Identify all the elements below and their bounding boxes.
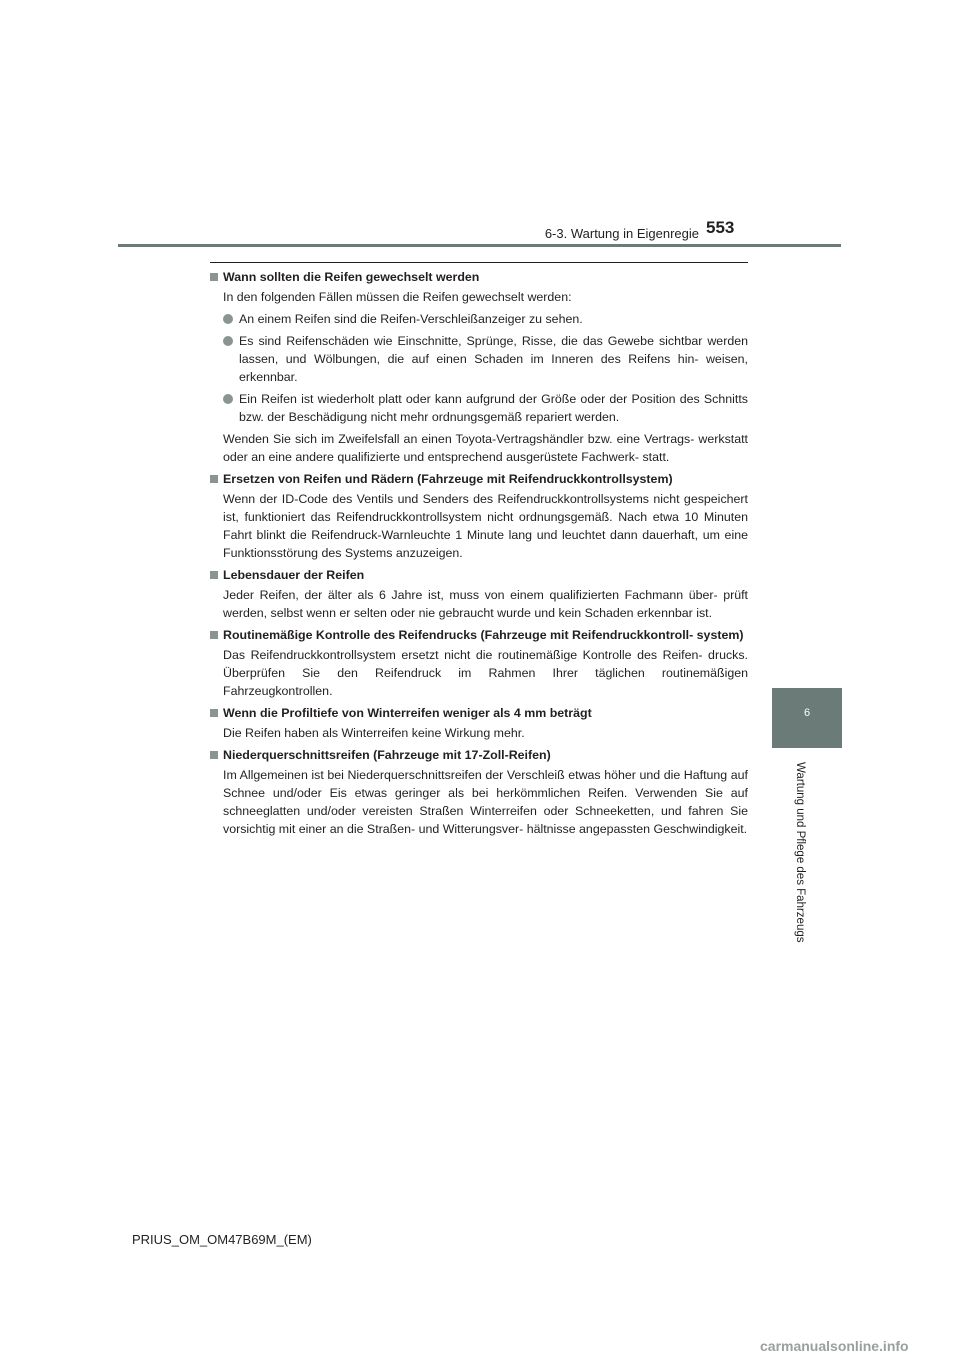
section-pressure-check [210, 626, 748, 700]
section-heading [210, 566, 748, 584]
square-bullet-icon [210, 751, 218, 759]
page-content [210, 268, 748, 842]
chapter-tab [772, 688, 842, 748]
content-top-rule [210, 262, 748, 263]
section-low-profile-tires [210, 746, 748, 838]
section-heading [210, 268, 748, 286]
page-number: 553 [706, 218, 735, 237]
heading-text: Routinemäßige Kontrolle des Reifendrucks (Fahrzeuge mit Reifendruckkontroll- system) [223, 628, 744, 642]
section-heading [210, 704, 748, 722]
list-item [210, 332, 748, 386]
square-bullet-icon [210, 631, 218, 639]
paragraph: Das Reifendruckkontrollsystem ersetzt nicht die routinemäßige Kontrolle des Reifen- drucks. Überprüfen Sie den Reifendruck im Rahmen Ihrer täglichen routinemäßigen Fahrzeugkontrollen. [223, 648, 748, 698]
section-heading [210, 746, 748, 764]
section-tire-wheel-replacement [210, 470, 748, 562]
paragraph: Die Reifen haben als Winterreifen keine Wirkung mehr. [223, 726, 525, 740]
list-item-text: Es sind Reifenschäden wie Einschnitte, Sprünge, Risse, die das Gewebe sichtbar werden lassen, und Wölbungen, die auf einen Schaden im Inneren des Reifens hin- weisen, erkennbar. [239, 334, 748, 384]
watermark: carmanualsonline.info [760, 1338, 909, 1354]
paragraph: Wenn der ID-Code des Ventils und Senders des Reifendruckkontrollsystems nicht gespeichert ist, funktioniert das Reifendruckkontrollsystem nicht ordnungsgemäß. Nach etwa 10 Minuten Fahrt blinkt die Reifendruck-Warnleuchte 1 Minute lang und leuchtet dann dauerhaft, um eine Funktionsstörung des Systems anzuzeigen. [223, 492, 748, 560]
paragraph: Jeder Reifen, der älter als 6 Jahre ist, muss von einem qualifizierten Fachmann über- prüft werden, selbst wenn er selten oder nie gebraucht wurde und kein Schaden erkennbar ist. [223, 588, 748, 620]
list-item-text: An einem Reifen sind die Reifen-Verschleißanzeiger zu sehen. [239, 312, 583, 326]
section-tire-lifetime [210, 566, 748, 622]
square-bullet-icon [210, 709, 218, 717]
heading-text: Niederquerschnittsreifen (Fahrzeuge mit 17-Zoll-Reifen) [223, 748, 551, 762]
circle-bullet-icon [223, 314, 233, 324]
paragraph: Wenden Sie sich im Zweifelsfall an einen Toyota-Vertragshändler bzw. eine Vertrags- werkstatt oder an eine andere qualifizierte und entsprechend ausgerüstete Fachwerk- statt. [223, 432, 748, 464]
paragraph: Im Allgemeinen ist bei Niederquerschnittsreifen der Verschleiß etwas höher und die Haftung auf Schnee und/oder Eis etwas geringer als bei herkömmlichen Reifen. Verwenden Sie auf schneeglatten und/oder vereisten Straßen Winterreifen oder Schneeketten, und fahren Sie vorsichtig mit einer an die Straßen- und Witterungsver- hältnisse angepassten Geschwindigkeit. [223, 768, 748, 836]
heading-text: Ersetzen von Reifen und Rädern (Fahrzeuge mit Reifendruckkontrollsystem) [223, 472, 673, 486]
square-bullet-icon [210, 571, 218, 579]
circle-bullet-icon [223, 394, 233, 404]
section-heading [210, 470, 748, 488]
chapter-title-vertical: Wartung und Pflege des Fahrzeugs [794, 762, 806, 943]
section-tire-replacement [210, 268, 748, 466]
square-bullet-icon [210, 273, 218, 281]
running-header-section: 6-3. Wartung in Eigenregie [544, 226, 699, 241]
heading-text: Wann sollten die Reifen gewechselt werden [223, 270, 480, 284]
heading-text: Lebensdauer der Reifen [223, 568, 365, 582]
paragraph: In den folgenden Fällen müssen die Reifen gewechselt werden: [223, 290, 572, 304]
circle-bullet-icon [223, 336, 233, 346]
section-winter-tread [210, 704, 748, 742]
square-bullet-icon [210, 475, 218, 483]
section-heading [210, 626, 748, 644]
heading-text: Wenn die Profiltiefe von Winterreifen weniger als 4 mm beträgt [223, 706, 592, 720]
header-rule [118, 244, 841, 247]
list-item [210, 310, 748, 328]
chapter-number: 6 [803, 707, 811, 719]
list-item [210, 390, 748, 426]
list-item-text: Ein Reifen ist wiederholt platt oder kann aufgrund der Größe oder der Position des Schnitts bzw. der Beschädigung nicht mehr ordnungsgemäß repariert werden. [239, 392, 748, 424]
document-code: PRIUS_OM_OM47B69M_(EM) [132, 1232, 312, 1247]
